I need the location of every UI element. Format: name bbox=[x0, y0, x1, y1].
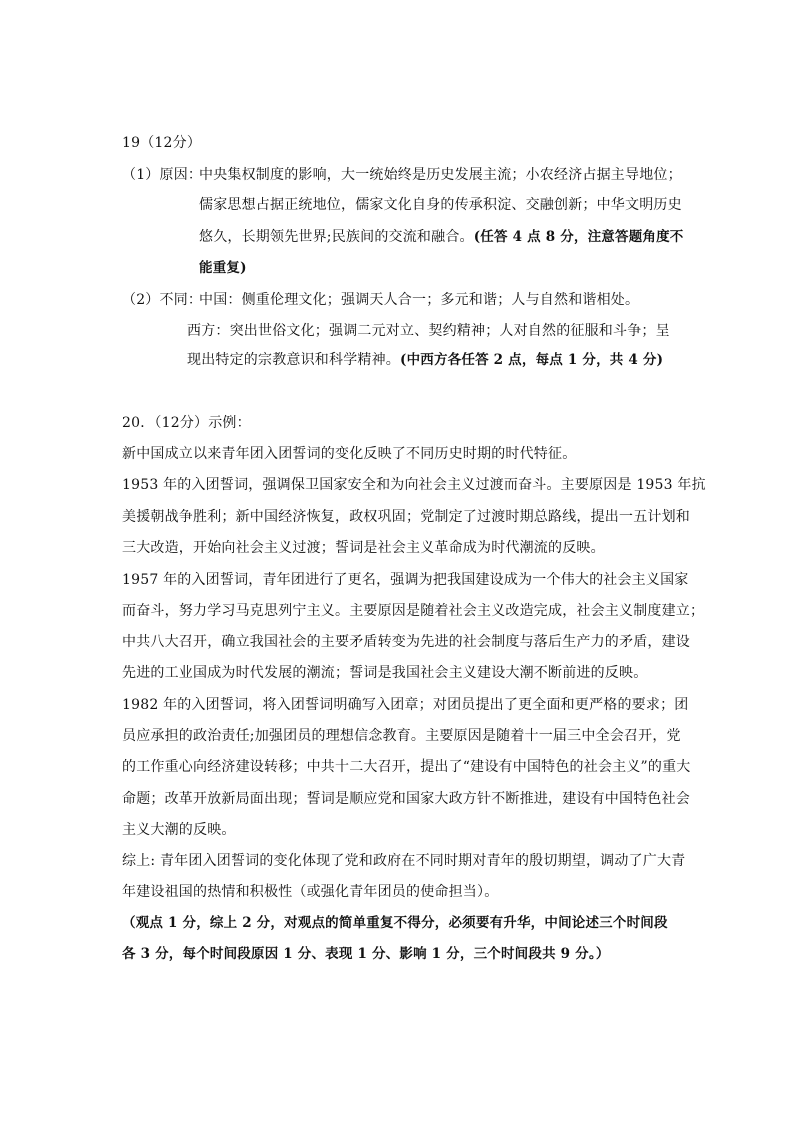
q20-line: 而奋斗，努力学习马克思列宁主义。主要原因是随着社会主义改造完成，社会主义制度建立； bbox=[122, 603, 705, 619]
q19-part2-line bbox=[187, 350, 663, 370]
q20-line: 主义大潮的反映。 bbox=[122, 822, 236, 838]
q20-line: 1953 年的入团誓词，强调保卫国家安全和为向社会主义过渡而奋斗。主要原因是 1953 年抗 bbox=[122, 477, 706, 493]
q20-line: 美援朝战争胜利；新中国经济恢复，政权巩固；党制定了过渡时期总路线，提出一五计划和 bbox=[122, 509, 690, 525]
q19-part1-scoring-note: 能重复) bbox=[199, 260, 247, 276]
q20-line: 中共八大召开，确立我国社会的主要矛盾转变为先进的社会制度与落后生产力的矛盾，建设 bbox=[122, 634, 690, 650]
q19-part1-label: （1）原因： bbox=[122, 167, 203, 183]
q20-scoring-note: （观点 1 分，综上 2 分，对观点的简单重复不得分，必须要有升华，中间论述三个时间段 bbox=[122, 915, 668, 931]
q20-scoring-note: 各 3 分，每个时间段原因 1 分、表现 1 分、影响 1 分，三个时间段共 9 分。） bbox=[122, 946, 610, 962]
q20-heading: 20．（12分）示例： bbox=[122, 415, 251, 431]
q19-heading: 19（12分） bbox=[122, 135, 202, 151]
q20-line: 员应承担的政治责任;加强团员的理想信念教育。主要原因是随着十一届三中全会召开，党 bbox=[122, 728, 681, 744]
q19-part1-scoring-note: (任答 4 点 8 分，注意答题角度不 bbox=[473, 229, 684, 245]
q19-part1-text: 悠久，长期领先世界;民族间的交流和融合。 bbox=[199, 229, 474, 245]
q19-part2-line: 西方：突出世俗文化；强调二元对立、契约精神；人对自然的征服和斗争；呈 bbox=[187, 323, 670, 339]
q19-part2-scoring-note: (中西方各任答 2 点，每点 1 分，共 4 分) bbox=[400, 352, 664, 368]
q19-part1-line: 儒家思想占据正统地位，儒家文化自身的传承积淀、交融创新；中华文明历史 bbox=[199, 197, 682, 213]
q19-part2-text: 现出特定的宗教意识和科学精神。 bbox=[187, 352, 400, 368]
q20-line: 年建设祖国的热情和积极性（或强化青年团员的使命担当）。 bbox=[122, 884, 499, 900]
q20-line: 新中国成立以来青年团入团誓词的变化反映了不同历史时期的时代特征。 bbox=[122, 446, 577, 462]
q20-line: 命题；改革开放新局面出现；誓词是顺应党和国家大政方针不断推进，建设有中国特色社会 bbox=[122, 791, 690, 807]
q20-line: 的工作重心向经济建设转移；中共十二大召开，提出了“建设有中国特色的社会主义”的重大 bbox=[122, 759, 691, 775]
q20-line: 先进的工业国成为时代发展的潮流；誓词是我国社会主义建设大潮不断前进的反映。 bbox=[122, 665, 648, 681]
q20-line: 1957 年的入团誓词，青年团进行了更名，强调为把我国建设成为一个伟大的社会主义国家 bbox=[122, 572, 689, 588]
q19-part2-label: （2）不同： bbox=[122, 292, 203, 308]
q20-line: 综上: 青年团入团誓词的变化体现了党和政府在不同时期对青年的殷切期望，调动了广大青 bbox=[122, 853, 686, 869]
q20-line: 三大改造，开始向社会主义过渡；誓词是社会主义革命成为时代潮流的反映。 bbox=[122, 540, 605, 556]
q19-part2-line: 中国：侧重伦理文化；强调天人合一；多元和谐；人与自然和谐相处。 bbox=[199, 292, 640, 308]
q20-line: 1982 年的入团誓词，将入团誓词明确写入团章；对团员提出了更全面和更严格的要求；团 bbox=[122, 697, 689, 713]
q19-part1-line: 中央集权制度的影响，大一统始终是历史发展主流；小农经济占据主导地位； bbox=[199, 167, 682, 183]
q19-part1-line bbox=[199, 227, 684, 247]
